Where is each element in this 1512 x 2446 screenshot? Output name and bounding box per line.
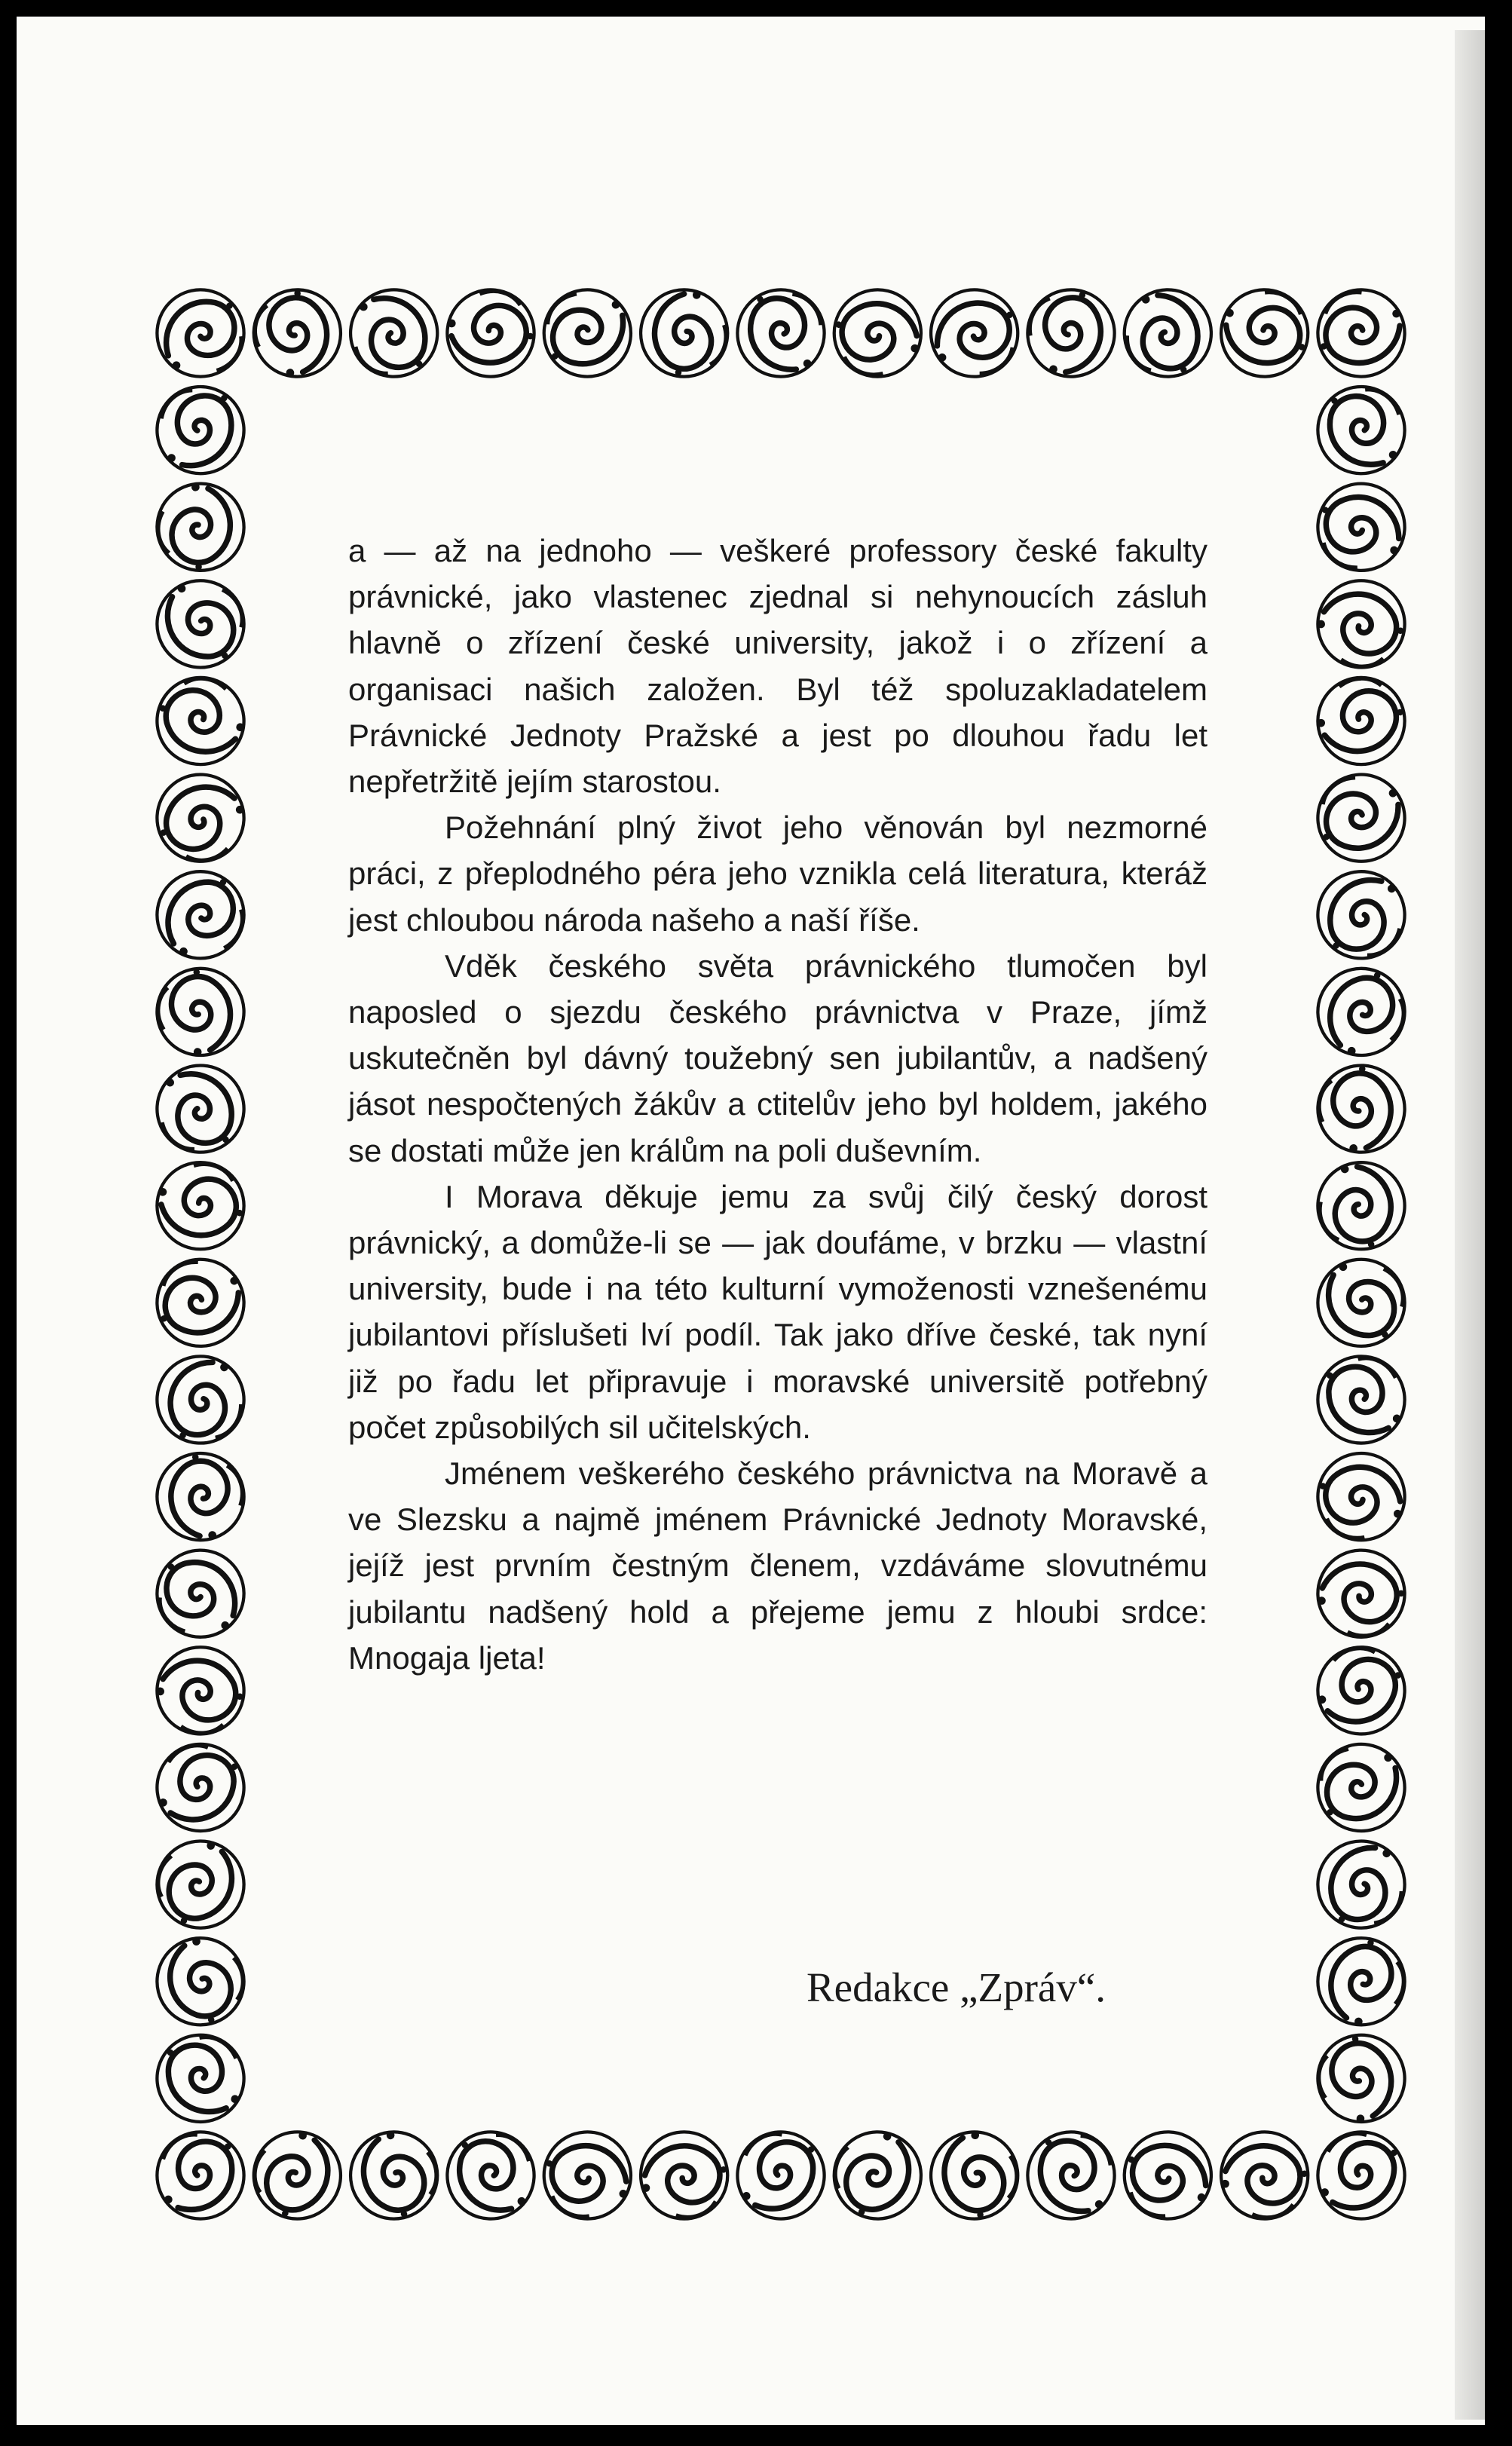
scroll-ornament	[152, 761, 259, 876]
scroll-ornament	[733, 2128, 829, 2224]
scroll-ornament	[1315, 868, 1408, 961]
scroll-ornament	[152, 863, 252, 966]
scroll-ornament	[156, 1550, 244, 1638]
scroll-ornament	[920, 285, 1027, 387]
scroll-ornament	[152, 1922, 260, 2041]
scroll-ornament	[152, 381, 249, 478]
scroll-ornament	[1300, 1048, 1409, 1171]
paragraph-1: a — až na jednoho — veškeré professory české fakulty právnické, jako vlastenec zjednal si nehynoucích zásluh hlavně o zřízení české university, jakož i o zřízení a organisaci našich založen. Byl též spoluzakladatelem Právnické Jednoty Pražské a jest po dlouhou řadu let nepřetržitě jejím starostou.	[348, 533, 1207, 800]
scroll-ornament	[1021, 2126, 1121, 2224]
scroll-ornament	[152, 1436, 261, 1557]
scroll-ornament	[155, 1063, 247, 1156]
scroll-ornament	[1304, 955, 1409, 1069]
scroll-ornament	[152, 1146, 261, 1266]
scroll-ornament	[1311, 1253, 1409, 1353]
scroll-ornament	[1301, 1921, 1409, 2041]
scroll-ornament	[529, 2117, 645, 2224]
scroll-ornament	[347, 287, 440, 380]
scroll-ornament	[1308, 765, 1409, 871]
scroll-ornament	[334, 2116, 454, 2224]
scroll-ornament	[1302, 1438, 1409, 1556]
scroll-ornament	[914, 2114, 1036, 2224]
scroll-ornament	[1315, 1740, 1409, 1835]
scroll-ornament	[430, 285, 552, 394]
scroll-ornament	[538, 285, 636, 382]
scroll-ornament	[1113, 2120, 1224, 2224]
scroll-ornament	[1207, 285, 1321, 390]
scroll-ornament	[1317, 386, 1405, 474]
scroll-ornament	[152, 951, 262, 1073]
scroll-ornament	[445, 2129, 536, 2221]
scroll-ornament	[152, 1828, 257, 1941]
scroll-ornament	[152, 663, 259, 780]
scroll-ornament	[152, 574, 250, 674]
scroll-ornament	[152, 1734, 254, 1841]
scroll-ornament	[153, 2031, 249, 2126]
article-text	[348, 528, 1207, 1681]
scroll-ornament	[730, 285, 833, 384]
signature: Redakce „Zpráv“.	[807, 1964, 1106, 2010]
scroll-ornament	[1306, 473, 1409, 582]
scroll-ornament	[152, 1345, 255, 1454]
scroll-ornament	[1300, 563, 1409, 684]
paragraph-3: Vděk českého světa právnického tlumočen byl naposled o sjezdu českého právnictva v Praze, jímž uskutečněn byl dávný toužebný sen jubilantův, a nadšený jásot nespočtených žákův a ctitelův jeho byl holdem, jakého se dostati může jen králům na poli duševním.	[348, 947, 1207, 1168]
scroll-ornament	[238, 2117, 357, 2224]
scroll-ornament	[821, 2118, 935, 2224]
paragraph-4: I Morava děkuje jemu za svůj čilý český dorost právnický, a domůže-li se — jak doufáme, v brzku — vlastní university, bude i na této kulturní vymoženosti vznešenému jubilantovi příslušeti lví podíl. Tak jako dříve české, tak nyní již po řadu let připravuje i moravské universitě potřebný počet způsobilých sil učitelských.	[348, 1178, 1207, 1445]
scroll-ornament	[1113, 285, 1224, 389]
scroll-ornament	[152, 1247, 256, 1358]
scroll-ornament	[623, 285, 744, 393]
scroll-ornament	[152, 1630, 262, 1752]
scroll-ornament	[818, 285, 937, 393]
scroll-ornament	[1310, 2124, 1409, 2224]
scroll-ornament	[157, 289, 243, 376]
scroll-ornament	[1304, 1633, 1409, 1748]
scroll-ornament	[1312, 1350, 1409, 1450]
scroll-ornament	[1308, 1832, 1409, 1937]
scroll-ornament	[152, 466, 262, 589]
scroll-ornament	[1013, 285, 1130, 391]
scroll-ornament	[1301, 661, 1409, 782]
paragraph-2: Požehnání plný život jeho věnován byl nezmorné práci, z přeplodného péra jeho vznikla celá literatura, kteráž jest chloubou národa našeho a naší říše.	[348, 810, 1207, 938]
scroll-ornament	[157, 2132, 243, 2218]
scroll-ornament	[1304, 285, 1409, 390]
scroll-ornament	[623, 2115, 744, 2224]
scroll-ornament	[1203, 2114, 1326, 2224]
paragraph-5: Jménem veškerého českého právnictva na Moravě a ve Slezsku a najmě jménem Právnické Jednoty Moravské, jejíž jest prvním čestným členem, vzdáváme slovutnému jubilantu nadšený hold a přejeme jemu z hloubi srdce: Mnogaja ljeta!	[348, 1456, 1207, 1676]
scroll-ornament	[1300, 1532, 1409, 1655]
page-edge-shadow	[1455, 30, 1485, 2420]
scroll-ornament	[1302, 1146, 1409, 1265]
scroll-ornament	[1300, 2018, 1409, 2140]
scroll-ornament	[236, 285, 359, 394]
